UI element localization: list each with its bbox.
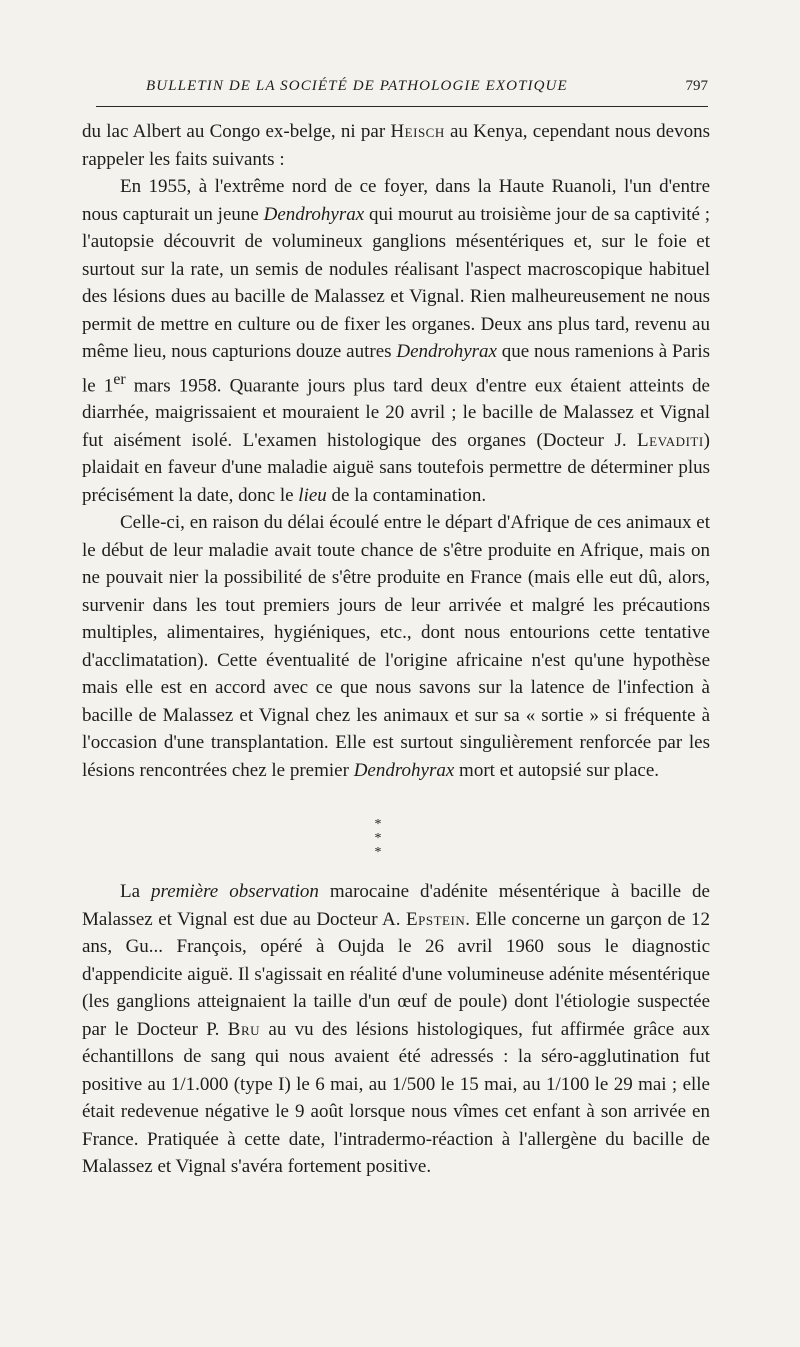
paragraph-2: En 1955, à l'extrême nord de ce foyer, dans la Haute Ruanoli, l'un d'entre nous capturait un jeune Dendrohyrax qui mourut au troisième jour de sa captivité ; l'autopsie découvrit de volumineux ganglions mésentériques et, sur le foie et surtout sur la rate, un semis de nodules réalisant l'aspect macroscopique habituel des lésions dues au bacille de Malassez et Vignal. Rien malheureusement ne nous permit de mettre en culture ou de fixer les organes. Deux ans plus tard, revenu au même lieu, nous capturions douze autres Dendrohyrax que nous ramenions à Paris le 1er mars 1958. Quarante jours plus tard deux d'entre eux étaient atteints de diarrhée, maigrissaient et mouraient le 20 avril ; le bacille de Malassez et Vignal fut aisément isolé. L'examen histologique des organes (Docteur J. Levaditi) plaidait en faveur d'une maladie aiguë sans toutefois permettre de déterminer plus précisément la date, donc le lieu de la contamination. xyxy=(82,176,711,506)
author-name: Epstein xyxy=(406,908,466,930)
asterism-bottom: * * xyxy=(374,831,390,860)
page-number: 797 xyxy=(685,78,708,94)
species-name: Dendrohyrax xyxy=(353,759,455,781)
emphasis: lieu xyxy=(298,484,327,506)
author-name: Bru xyxy=(227,1018,261,1040)
author-name: Levaditi xyxy=(637,429,704,451)
body-text-section-2 xyxy=(82,878,710,1181)
species-name: Dendrohyrax xyxy=(396,341,497,362)
paragraph-1: du lac Albert au Congo ex-belge, ni par Heisch au Kenya, cependant nous devons rappeler les faits suivants : xyxy=(82,121,710,170)
species-name: Dendrohyrax xyxy=(263,203,365,225)
asterism-top: * xyxy=(374,817,382,832)
emphasis: première observation xyxy=(151,881,319,902)
asterism-separator xyxy=(356,818,400,864)
paragraph-4: La première observation marocaine d'adénite mésentérique à bacille de Malassez et Vignal est due au Docteur A. Epstein. Elle concerne un garçon de 12 ans, Gu... François, opéré à Oujda le 26 avril 1960 sous le diagnostic d'appendicite aiguë. Il s'agissait en réalité d'une volumineuse adénite mésentérique (les ganglions atteignaient la taille d'un œuf de poule) dont l'étiologie suspectée par le Docteur P. Bru au vu des lésions histologiques, fut affirmée grâce aux échantillons de sang qui nous avaient été adressés : la séro-agglutination fut positive au 1/1.000 (type I) le 6 mai, au 1/500 le 15 mai, au 1/100 le 29 mai ; elle était redevenue négative le 9 août lorsque nous vîmes cet enfant à son arrivée en France. Pratiquée à cette date, l'intradermo-réaction à l'allergène du bacille de Malassez et Vignal s'avéra fortement positive. xyxy=(82,881,710,1177)
paragraph-3: Celle-ci, en raison du délai écoulé entre le départ d'Afrique de ces animaux et le début de leur maladie avait toute chance de s'être produite en Afrique, mais on ne pouvait nier la possibilité de s'être produite en France (mais elle eut dû, alors, survenir dans les tout premiers jours de leur arrivée et malgré les précautions multiples, alimentaires, hygiéniques, etc., dont nous entourions cette tentative d'acclimatation). Cette éventualité de l'origine africaine n'est qu'une hypothèse mais elle est en accord avec ce que nous savons sur la latence de l'infection à bacille de Malassez et Vignal chez les animaux et sur sa « sortie » si fréquente à l'occasion d'une transplantation. Elle est surtout singulièrement renforcée par les lésions rencontrées chez le premier Dendrohyrax mort et autopsié sur place. xyxy=(82,512,710,781)
running-header xyxy=(96,78,708,107)
author-name: Heisch xyxy=(390,121,445,142)
body-text-section-1 xyxy=(82,118,710,784)
running-title: BULLETIN DE LA SOCIÉTÉ DE PATHOLOGIE EXOTIQUE xyxy=(146,78,568,94)
ordinal-superscript: er xyxy=(113,370,126,388)
